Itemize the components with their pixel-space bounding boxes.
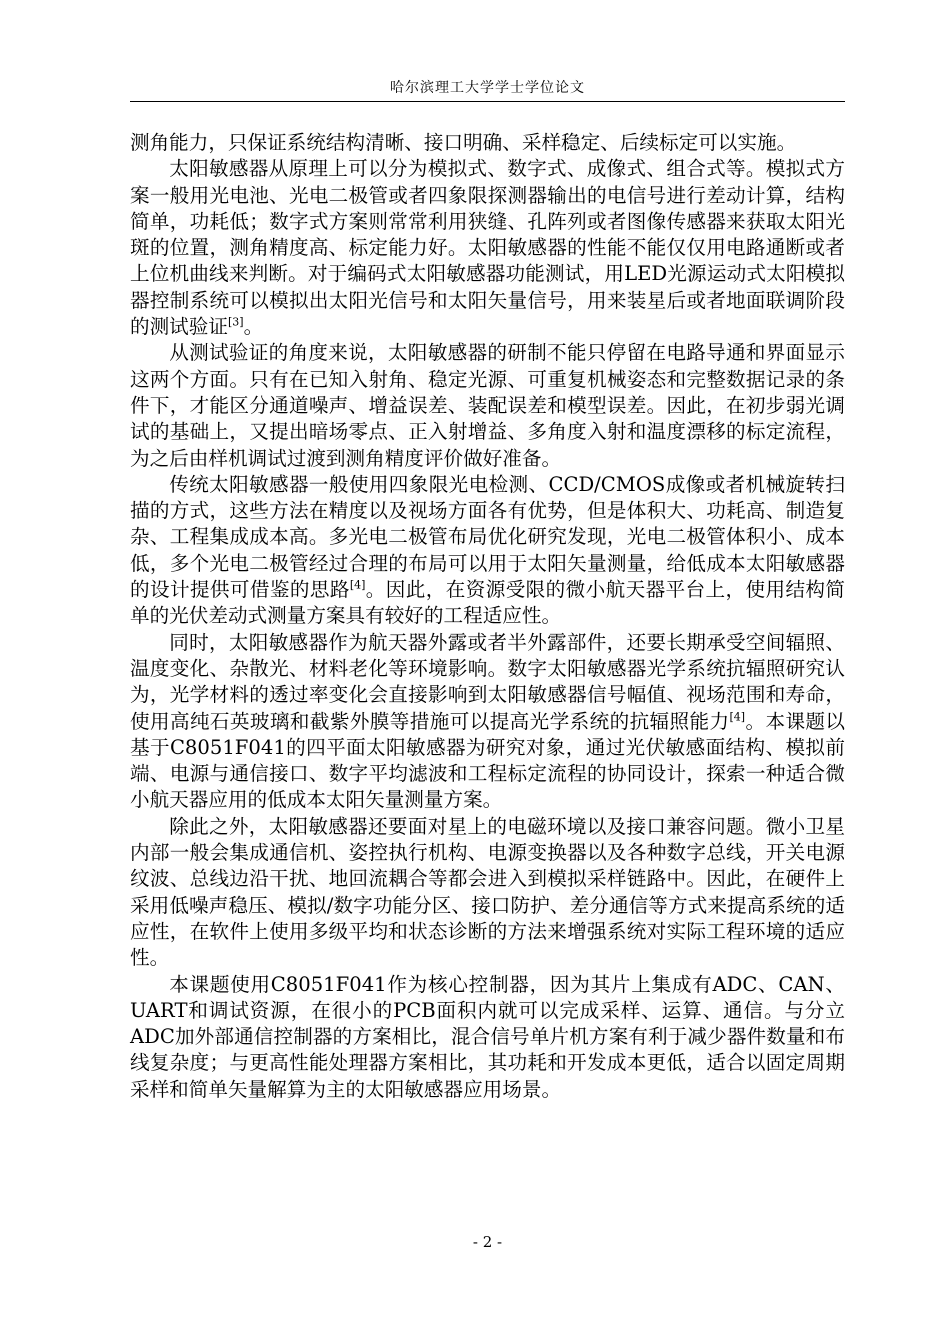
page-number: - 2 - — [472, 1233, 503, 1251]
paragraph-5-tail: 。本课题以基于C8051F041的四平面太阳敏感器为研究对象，通过光伏敏感面结构、模拟前端、电源与通信接口、数字平均滤波和工程标定流程的协同设计，探索一种适合微小航天器应用的低成本太阳矢量测量方案。 — [130, 709, 846, 812]
running-header: 哈尔滨理工大学学士学位论文 — [390, 80, 585, 96]
citation-3: [3] — [227, 315, 244, 329]
paragraph-2-tail: 。 — [243, 315, 264, 339]
paragraph-4-text: 传统太阳敏感器一般使用四象限光电检测、CCD/CMOS成像或者机械旋转扫描的方式，这些方法在精度以及视场方面各有优势，但是体积大、功耗高、制造复杂、工程集成成本高。多光电二极管布局优化研究发现，光电二极管体积小、成本低，多个光电二极管经过合理的布局可以用于太阳矢量测量，给低成本太阳敏感器的设计提供可借鉴的思路 — [130, 472, 845, 602]
paragraph-5 — [130, 630, 845, 814]
paragraph-1-text: 测角能力，只保证系统结构清晰、接口明确、采样稳定、后续标定可以实施。 — [130, 131, 797, 154]
paragraph-2-text: 太阳敏感器从原理上可以分为模拟式、数字式、成像式、组合式等。模拟式方案一般用光电池、光电二极管或者四象限探测器输出的电信号进行差动计算，结构简单，功耗低；数字式方案则常常利用狭缝、孔阵列或者图像传感器来获取太阳光斑的位置，测角精度高、标定能力好。太阳敏感器的性能不能仅仅用电路通断或者上位机曲线来判断。对于编码式太阳敏感器功能测试，用LED光源运动式太阳模拟器控制系统可以模拟出太阳光信号和太阳矢量信号，用来装星后或者地面联调阶段的测试验证 — [130, 157, 845, 339]
paragraph-1 — [130, 130, 845, 156]
citation-4: [4] — [349, 578, 366, 592]
paragraph-7-text: 本课题使用C8051F041作为核心控制器，因为其片上集成有ADC、CAN、UART和调试资源，在很小的PCB面积内就可以完成采样、运算、通信。与分立ADC加外部通信控制器的方案相比，混合信号单片机方案有利于减少器件数量和布线复杂度；与更高性能处理器方案相比，其功耗和开发成本更低，适合以固定周期采样和简单矢量解算为主的太阳敏感器应用场景。 — [130, 972, 845, 1101]
paragraph-6 — [130, 814, 845, 972]
paragraph-4 — [130, 472, 845, 630]
paragraph-3 — [130, 340, 845, 471]
paragraph-3-text: 从测试验证的角度来说，太阳敏感器的研制不能只停留在电路导通和界面显示这两个方面。只有在已知入射角、稳定光源、可重复机械姿态和完整数据记录的条件下，才能区分通道噪声、增益误差、装配误差和模型误差。因此，在初步弱光调试的基础上，又提出暗场零点、正入射增益、多角度入射和温度漂移的标定流程，为之后由样机调试过渡到测角精度评价做好准备。 — [130, 341, 845, 470]
paragraph-6-text: 除此之外，太阳敏感器还要面对星上的电磁环境以及接口兼容问题。微小卫星内部一般会集成通信机、姿控执行机构、电源变换器以及各种数字总线，开关电源纹波、总线边沿干扰、地回流耦合等都会进入到模拟采样链路中。因此，在硬件上采用低噪声稳压、模拟/数字功能分区、接口防护、差分通信等方式来提高系统的适应性，在软件上使用多级平均和状态诊断的方法来增强系统对实际工程环境的适应性。 — [130, 814, 845, 970]
body-text — [130, 130, 845, 1103]
paragraph-4-tail: 。因此，在资源受限的微小航天器平台上，使用结构简单的光伏差动式测量方案具有较好的工程适应性。 — [130, 578, 846, 628]
paragraph-2 — [130, 156, 845, 340]
paragraph-5-text: 同时，太阳敏感器作为航天器外露或者半外露部件，还要长期承受空间辐照、温度变化、杂散光、材料老化等环境影响。数字太阳敏感器光学系统抗辐照研究认为，光学材料的透过率变化会直接影响到太阳敏感器信号幅值、视场范围和寿命，使用高纯石英玻璃和截紫外膜等措施可以提高光学系统的抗辐照能力 — [130, 630, 845, 733]
citation-4b: [4] — [729, 710, 746, 723]
header-rule — [130, 101, 845, 102]
paragraph-7 — [130, 972, 845, 1103]
